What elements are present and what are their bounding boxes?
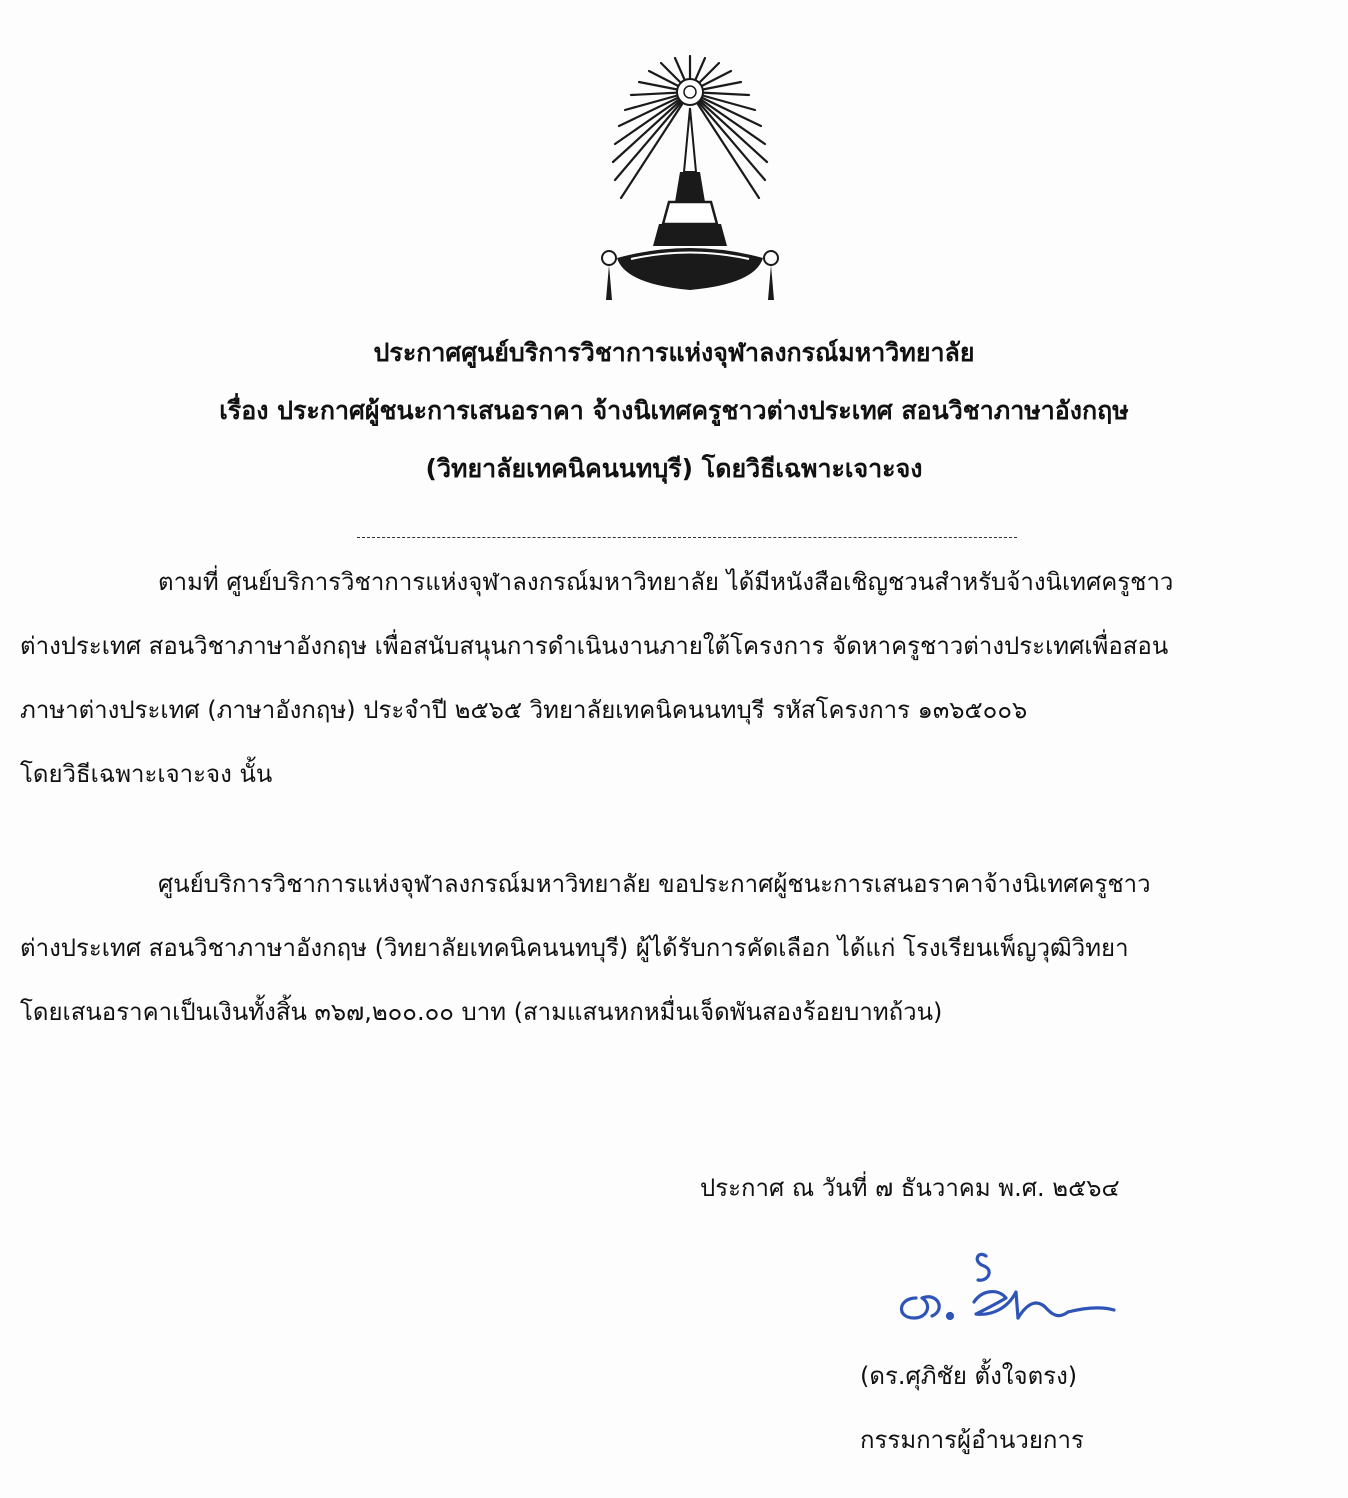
paragraph-2-line-1: ศูนย์บริการวิชาการแห่งจุฬาลงกรณ์มหาวิทยาลัย ขอประกาศผู้ชนะการเสนอราคาจ้างนิเทศครูชาว	[158, 870, 1151, 898]
body-paragraph-1	[20, 556, 1173, 812]
paragraph-1-line-4: โดยวิธีเฉพาะเจาะจง นั้น	[20, 760, 273, 788]
signer-title: กรรมการผู้อำนวยการ	[860, 1426, 1084, 1454]
title-line-2: เรื่อง ประกาศผู้ชนะการเสนอราคา จ้างนิเทศครูชาวต่างประเทศ สอนวิชาภาษาอังกฤษ	[219, 396, 1129, 425]
paragraph-1-line-3: ภาษาต่างประเทศ (ภาษาอังกฤษ) ประจำปี ๒๕๖๕ วิทยาลัยเทคนิคนนทบุรี รหัสโครงการ ๑๓๖๕๐๐๖	[20, 696, 1028, 724]
title-line-3: (วิทยาลัยเทคนิคนนทบุรี) โดยวิธีเฉพาะเจาะจง	[425, 454, 923, 483]
paragraph-2-line-2: ต่างประเทศ สอนวิชาภาษาอังกฤษ (วิทยาลัยเทคนิคนนทบุรี) ผู้ได้รับการคัดเลือก ได้แก่ โรงเรียนเพ็ญวุฒิวิทยา	[20, 934, 1129, 962]
dashed-divider	[357, 537, 1017, 538]
paragraph-1-line-1: ตามที่ ศูนย์บริการวิชาการแห่งจุฬาลงกรณ์มหาวิทยาลัย ได้มีหนังสือเชิญชวนสำหรับจ้างนิเทศครูชาว	[158, 568, 1174, 596]
handwritten-signature	[888, 1240, 1128, 1330]
signer-block	[860, 1352, 1084, 1480]
paragraph-2-line-3: โดยเสนอราคาเป็นเงินทั้งสิ้น ๓๖๗,๒๐๐.๐๐ บาท (สามแสนหกหมื่นเจ็ดพันสองร้อยบาทถ้วน)	[20, 998, 943, 1026]
signer-name: (ดร.ศุภิชัย ตั้งใจตรง)	[860, 1362, 1078, 1390]
paragraph-1-line-2: ต่างประเทศ สอนวิชาภาษาอังกฤษ เพื่อสนับสนุนการดำเนินงานภายใต้โครงการ จัดหาครูชาวต่างประเทศเพื่อสอน	[20, 632, 1169, 660]
body-paragraph-2	[20, 858, 1151, 1050]
title-line-1: ประกาศศูนย์บริการวิชาการแห่งจุฬาลงกรณ์มหาวิทยาลัย	[373, 338, 975, 367]
announcement-date: ประกาศ ณ วันที่ ๗ ธันวาคม พ.ศ. ๒๕๖๔	[700, 1174, 1120, 1202]
announcement-title	[0, 328, 1348, 502]
university-emblem-icon	[595, 52, 785, 322]
